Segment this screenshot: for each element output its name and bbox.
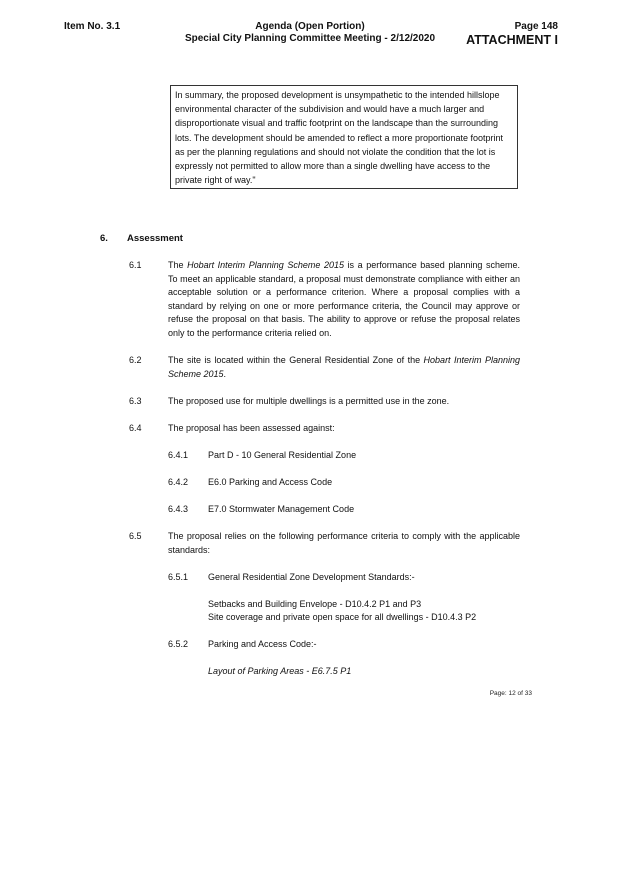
subitem-6-5-1-number: 6.5.1 <box>168 572 189 582</box>
quote-box: In summary, the proposed development is unsympathetic to the intended hillslope environmental character of the subdivision and would have a much larger and disproportionate visual and traffic footprint on the landscape than the surrounding lots. The development should be amended to reflect a more proportionate footprint as per the planning regulations and should not violate the condition that the lot is expressly not permitted to allow more than a single dwelling have access to the private right of way." <box>170 85 518 189</box>
page-header <box>466 21 558 48</box>
p61-pre: The <box>168 260 188 270</box>
subitem-6-4-1: Part D - 10 General Residential Zone <box>208 450 357 460</box>
subitem-6-5-1-line-1: Setbacks and Building Envelope - D10.4.2 P1 and P3 <box>208 599 422 609</box>
paragraph-6-1 <box>168 259 520 340</box>
section-title: Assessment <box>127 233 183 244</box>
subitem-6-5-2-number: 6.5.2 <box>168 639 189 649</box>
scheme-name-italic: Hobart Interim Planning Scheme 2015 <box>168 355 520 379</box>
subitem-6-5-2-line-1: Layout of Parking Areas - E6.7.5 P1 <box>208 666 352 676</box>
subitem-6-4-3: E7.0 Stormwater Management Code <box>208 504 355 514</box>
page-footer: Page: 12 of 33 <box>489 690 532 697</box>
scheme-name-italic: Hobart Interim Planning Scheme 2015 <box>187 260 344 270</box>
item-number: Item No. 3.1 <box>64 21 121 32</box>
subitem-6-5-1: General Residential Zone Development Standards:- <box>208 572 415 582</box>
subitem-6-4-3-number: 6.4.3 <box>168 504 189 514</box>
paragraph-6-4: The proposal has been assessed against: <box>168 423 335 433</box>
page-number: Page 148 <box>514 21 558 32</box>
paragraph-6-5: The proposal relies on the following performance criteria to comply with the applicable standards: <box>168 531 520 555</box>
paragraph-6-5-number: 6.5 <box>129 531 142 541</box>
section-number: 6. <box>100 233 108 244</box>
attachment-label: ATTACHMENT I <box>466 33 558 47</box>
paragraph-6-3: The proposed use for multiple dwellings is a permitted use in the zone. <box>168 396 450 406</box>
p61-post: is a performance based planning scheme. To meet an applicable standard, a proposal must demonstrate compliance with either an acceptable solution or a performance criterion. Where a proposal complies with a standard by relying on one or more performance criteria, the Council may approve or refuse the proposal on that basis. The ability to approve or refuse the proposal relates only to the performance criteria relied on. <box>168 260 520 338</box>
paragraph-6-1-number: 6.1 <box>129 260 142 270</box>
paragraph-6-4-number: 6.4 <box>129 423 142 433</box>
subitem-6-4-2: E6.0 Parking and Access Code <box>208 477 333 487</box>
subitem-6-5-2: Parking and Access Code:- <box>208 639 317 649</box>
subitem-6-4-1-number: 6.4.1 <box>168 450 189 460</box>
paragraph-6-2-number: 6.2 <box>129 355 142 365</box>
agenda-header <box>150 21 470 45</box>
paragraph-6-3-number: 6.3 <box>129 396 142 406</box>
subitem-6-5-1-line-2: Site coverage and private open space for all dwellings - D10.4.3 P2 <box>208 612 477 622</box>
p62-post: . <box>223 368 227 379</box>
paragraph-6-2 <box>168 354 520 381</box>
meeting-title: Special City Planning Committee Meeting - 2/12/2020 <box>184 33 436 44</box>
p62-pre: The site is located within the General Residential Zone of the <box>168 355 424 365</box>
agenda-title: Agenda (Open Portion) <box>255 21 365 32</box>
subitem-6-4-2-number: 6.4.2 <box>168 477 189 487</box>
